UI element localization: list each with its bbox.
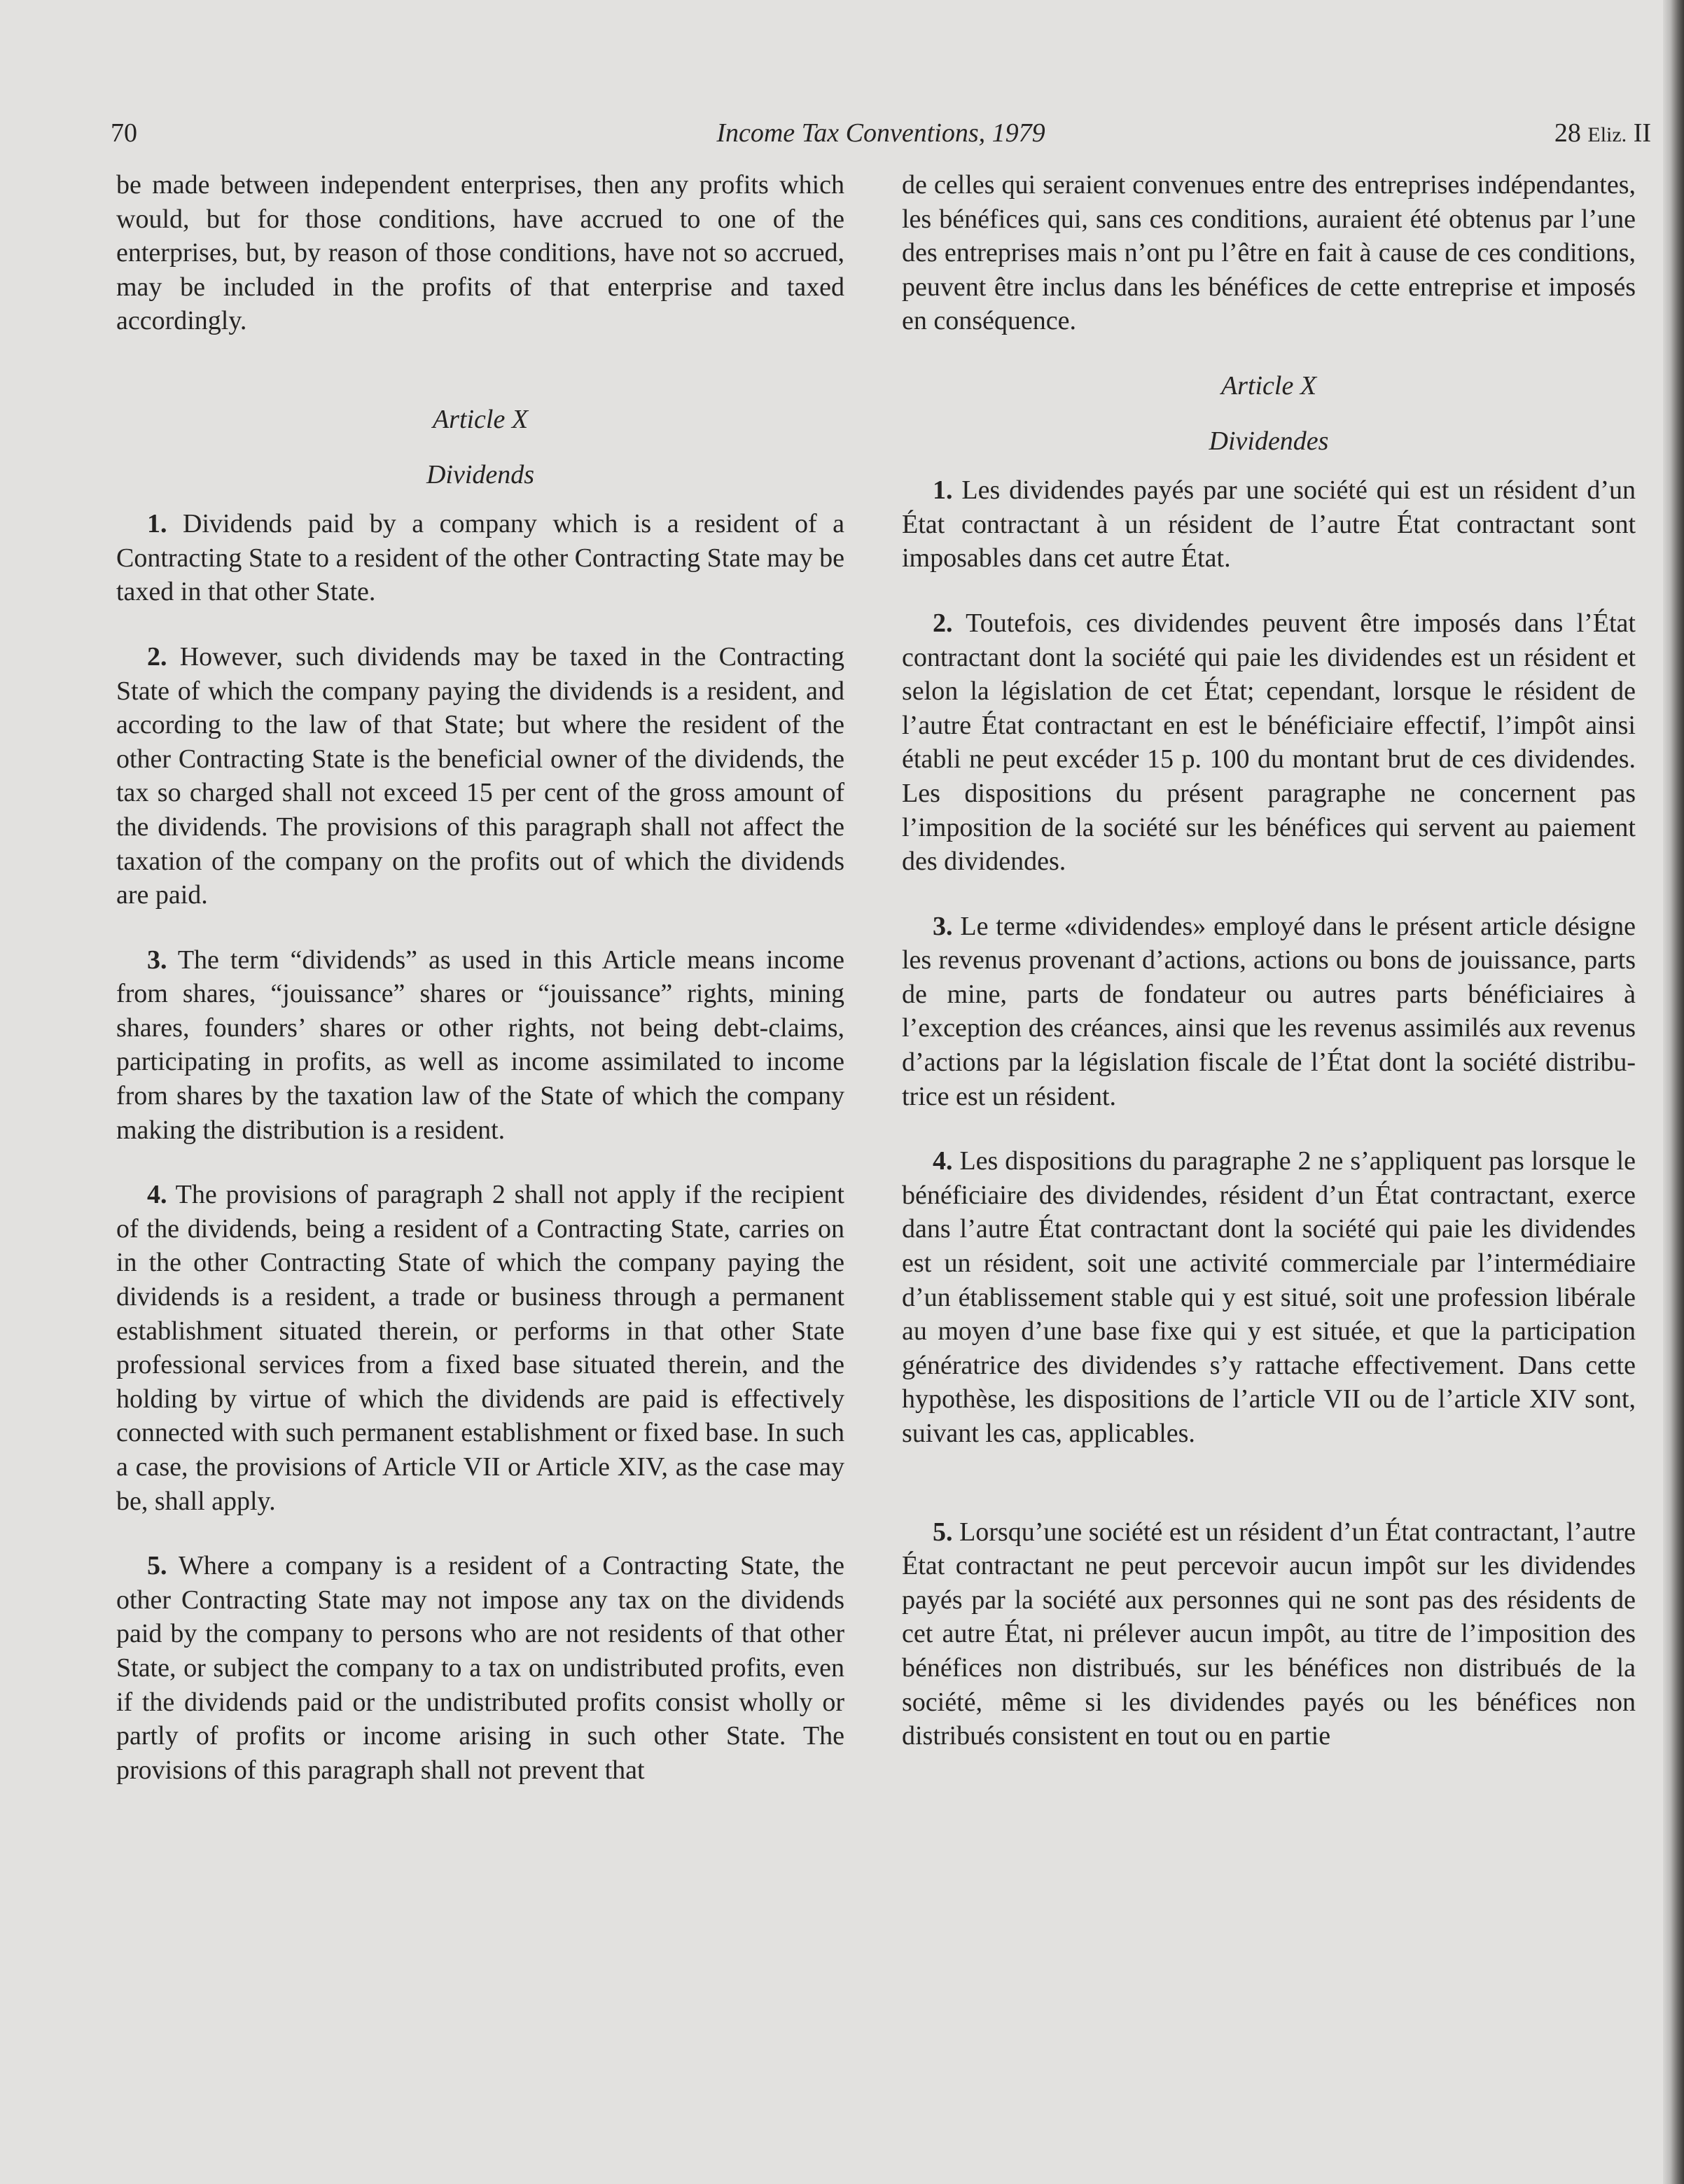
page-header xyxy=(111,112,1651,154)
english-paragraph-2 xyxy=(116,640,844,912)
paragraph-number: 2. xyxy=(933,608,953,638)
paragraph-number: 3. xyxy=(933,911,953,941)
regnal-year xyxy=(1554,112,1651,156)
english-paragraph-5 xyxy=(116,1549,844,1787)
paragraph-text: The provisions of paragraph 2 shall not apply if the recipient of the dividends, being a resident of a Contracting State, carries on in the other Contracting State of which the company paying the dividends is a resident, a trade or business through a permanent establishment situated therein, or performs in that other State professional services from a fixed base situated therein, and the holding by virtue of which the dividends are paid is effectively connected with such permanent establishment or fixed base. In such a case, the provisions of Article VII or Article XIV, as the case may be, shall apply. xyxy=(116,1180,844,1516)
paragraph-number: 4. xyxy=(933,1146,953,1176)
running-title: Income Tax Conventions, 1979 xyxy=(716,118,1045,148)
paragraph-number: 2. xyxy=(147,641,167,672)
regnal-part: II xyxy=(1633,118,1651,148)
french-paragraph-4 xyxy=(902,1144,1636,1450)
paragraph-number: 4. xyxy=(147,1180,167,1210)
english-paragraph-3 xyxy=(116,943,844,1148)
english-article-subtitle: Dividends xyxy=(426,459,535,489)
paragraph-text: Toutefois, ces dividendes peuvent être imposés dans l’État contractant dont la société qui paie les dividendes est un résident et selon la législation de cet État; cependant, lorsque le résident de l’autre État contractant en est le bénéficiaire effectif, l’impôt ainsi établi ne peut excéder 15 p. 100 du montant brut de ces dividendes. Les dispositions du présent paragraphe ne concernent pas l’imposition de la société sur les bénéfices qui servent au paiement des dividendes. xyxy=(902,608,1636,877)
paragraph-number: 3. xyxy=(147,945,167,975)
english-column xyxy=(116,168,844,1787)
paragraph-text: Dividends paid by a company which is a resident of a Contracting State to a resident of the other Contracting State may be taxed in that other State. xyxy=(116,509,844,607)
paragraph-number: 5. xyxy=(933,1517,953,1547)
english-intro: be made between independent enterprises, then any profits which would, but for those conditions, have accrued to one of the enterprises, but, by reason of those conditions, have not so accrued, may be included in the profits of that enterprise and taxed accordingly. xyxy=(116,170,844,336)
page-number: 70 xyxy=(111,118,137,148)
english-paragraph-4 xyxy=(116,1178,844,1518)
french-paragraph-1 xyxy=(902,473,1636,576)
french-column xyxy=(902,168,1636,1753)
paragraph-number: 1. xyxy=(147,509,167,539)
paragraph-number: 1. xyxy=(933,475,953,506)
french-article-title: Article X xyxy=(1220,370,1317,401)
paragraph-text: The term “dividends” as used in this Article means income from shares, “jouissance” shares or “jouissance” rights, mining shares, founders’ shares or other rights, not being debt-claims, participating in profits, as well as income assimilated to income from shares by the taxation law of the State of which the company making the distribution is a resident. xyxy=(116,945,844,1145)
french-paragraph-3 xyxy=(902,910,1636,1114)
paragraph-text: Lorsqu’une société est un résident d’un État contractant, l’autre État contractant ne peut percevoir aucun impôt sur les dividendes payés par la société aux personnes qui ne sont pas des résidents de cet autre État, ni prélever aucun impôt, au titre de l’imposition des bénéfices non distribués, sur les bénéfices non distribués de la société, même si les dividendes payés ou les bénéfices non distribués consistent en tout ou en partie xyxy=(902,1517,1636,1751)
french-paragraph-5 xyxy=(902,1515,1636,1753)
regnal-year-number: 28 xyxy=(1554,118,1581,148)
french-article-subtitle: Dividendes xyxy=(1209,426,1329,456)
paragraph-text: Les dividendes payés par une société qui est un résident d’un État contractant à un résident de l’autre État contractant sont imposables dans cet autre État. xyxy=(902,475,1636,573)
paragraph-text: Le terme «dividendes» employé dans le présent article désigne les revenus provenant d’actions, actions ou bons de jouissance, parts de mine, parts de fondateur ou autres parts bénéficiaires à l’exception des créances, ainsi que les revenus assimilés aux revenus d’actions par la législation fiscale de l’État dont la société distributrice est un résident. xyxy=(902,911,1636,1111)
paragraph-text: However, such dividends may be taxed in the Contracting State of which the company paying the dividends is a resident, and according to the law of that State; but where the resident of the other Contracting State is the beneficial owner of the dividends, the tax so charged shall not exceed 15 per cent of the gross amount of the dividends. The provisions of this paragraph shall not affect the taxation of the company on the profits out of which the dividends are paid. xyxy=(116,641,845,910)
english-paragraph-1 xyxy=(116,507,844,609)
paragraph-text: Les dispositions du paragraphe 2 ne s’appliquent pas lorsque le bénéficiaire des dividendes, résident d’un État contractant, exerce dans l’autre État contractant dont la société qui paie les dividendes est un résident, soit une activité commerciale par l’intermédiaire d’un établissement stable qui y est situé, soit une profession libérale au moyen d’une base fixe qui y est située, et que la participation génératrice des dividendes s’y rattache effectivement. Dans cette hypothèse, les dispositions de l’article VII ou de l’article XIV sont, suivant les cas, applicables. xyxy=(902,1146,1636,1448)
regnal-reign: Eliz. xyxy=(1587,123,1627,146)
french-paragraph-2 xyxy=(902,606,1636,879)
paragraph-text: Where a company is a resident of a Contracting State, the other Contracting State may not impose any tax on the dividends paid by the company to persons who are not residents of that other State, or subject the company to a tax on undistributed profits, even if the dividends paid or the undistributed profits consist wholly or partly of profits or income arising in such other State. The provisions of this paragraph shall not prevent that xyxy=(116,1551,844,1785)
paragraph-number: 5. xyxy=(147,1551,167,1581)
page-spine-shadow xyxy=(1663,0,1684,2184)
english-article-title: Article X xyxy=(432,404,529,434)
french-intro: de celles qui seraient convenues entre des entreprises indépendantes, les bénéfices qui, sans ces conditions, auraient été obtenus par l’une des entreprises mais n’ont pu l’être en fait à cause de ces conditions, peuvent être inclus dans les bénéfices de cette entreprise et imposés en conséquence. xyxy=(902,170,1636,336)
